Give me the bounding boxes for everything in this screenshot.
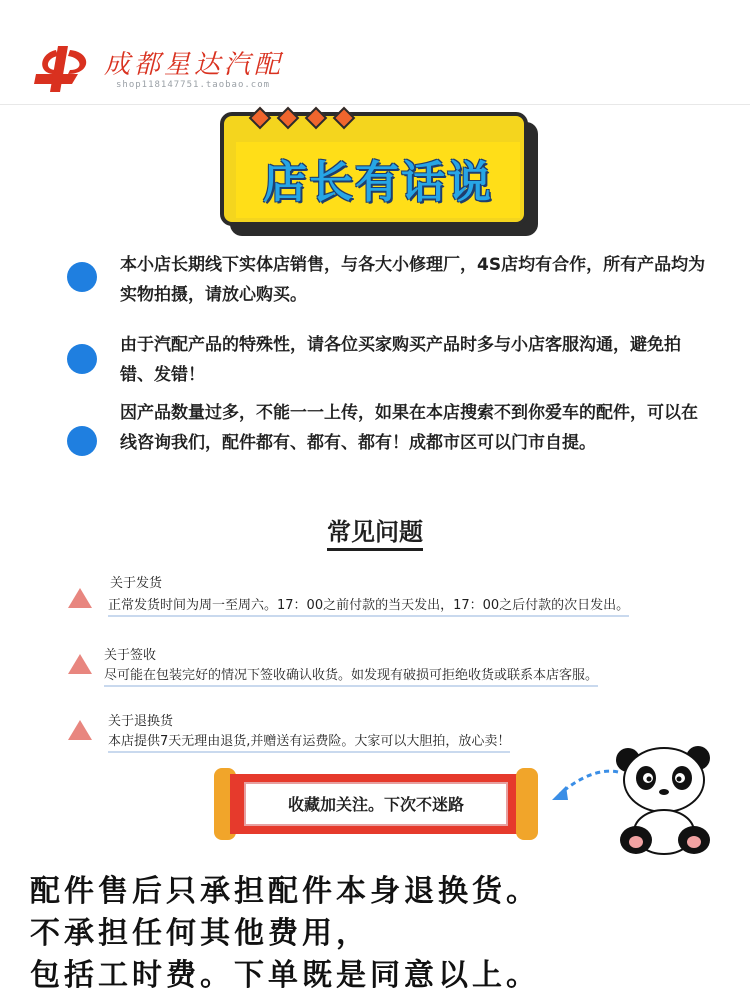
diamond-icon xyxy=(305,107,328,130)
brand-name: 成都星达汽配 xyxy=(104,50,285,80)
banner-decoration xyxy=(252,110,364,126)
triangle-icon xyxy=(68,588,92,608)
blue-dot-icon xyxy=(67,262,97,292)
follow-scroll-button[interactable] xyxy=(214,768,538,840)
follow-label: 收藏加关注。下次不迷路 xyxy=(287,795,464,814)
faq-title: 关于发货 xyxy=(110,576,163,591)
brand-logo-icon xyxy=(34,40,100,96)
faq-body: 尽可能在包装完好的情况下签收确认收货。如发现有破损可拒绝收货或联系本店客服。 xyxy=(104,664,598,687)
scroll-rod-right xyxy=(516,768,538,840)
triangle-icon xyxy=(68,720,92,740)
faq-body: 本店提供7天无理由退货,并赠送有运费险。大家可以大胆拍，放心卖！ xyxy=(108,730,510,753)
store-header xyxy=(0,0,750,105)
faq-heading xyxy=(0,512,750,547)
notice-text: 因产品数量过多，不能一一上传，如果在本店搜索不到你爱车的配件，可以在线咨询我们，配件都有、都有、都有！成都市区可以门市自提。 xyxy=(120,403,698,453)
banner-title: 店长有话说 xyxy=(263,157,493,208)
faq-title: 关于签收 xyxy=(104,648,157,663)
triangle-icon xyxy=(68,654,92,674)
panda-icon xyxy=(612,740,716,862)
faq-title: 关于退换货 xyxy=(108,714,174,729)
owner-message-banner xyxy=(220,112,540,240)
blue-dot-icon xyxy=(67,426,97,456)
brand-url[interactable]: shop118147751.taobao.com xyxy=(116,80,271,90)
policy-line: 包括工时费。下单既是同意以上。 xyxy=(30,958,540,993)
policy-line: 不承担任何其他费用， xyxy=(30,916,370,951)
diamond-icon xyxy=(277,107,300,130)
notice-text: 由于汽配产品的特殊性，请各位买家购买产品时多与小店客服沟通，避免拍错、发错！ xyxy=(120,335,681,385)
faq-body: 正常发货时间为周一至周六。17：00之前付款的当天发出，17：00之后付款的次日发出。 xyxy=(108,594,629,617)
policy-line: 配件售后只承担配件本身退换货。 xyxy=(30,874,540,909)
diamond-icon xyxy=(249,107,272,130)
faq-heading-text: 常见问题 xyxy=(327,518,423,551)
dashed-arrow-icon xyxy=(548,764,622,808)
blue-dot-icon xyxy=(67,344,97,374)
notice-text: 本小店长期线下实体店销售，与各大小修理厂，4S店均有合作，所有产品均为实物拍摄，请放心购买。 xyxy=(120,255,706,305)
banner-box xyxy=(220,112,528,226)
diamond-icon xyxy=(333,107,356,130)
